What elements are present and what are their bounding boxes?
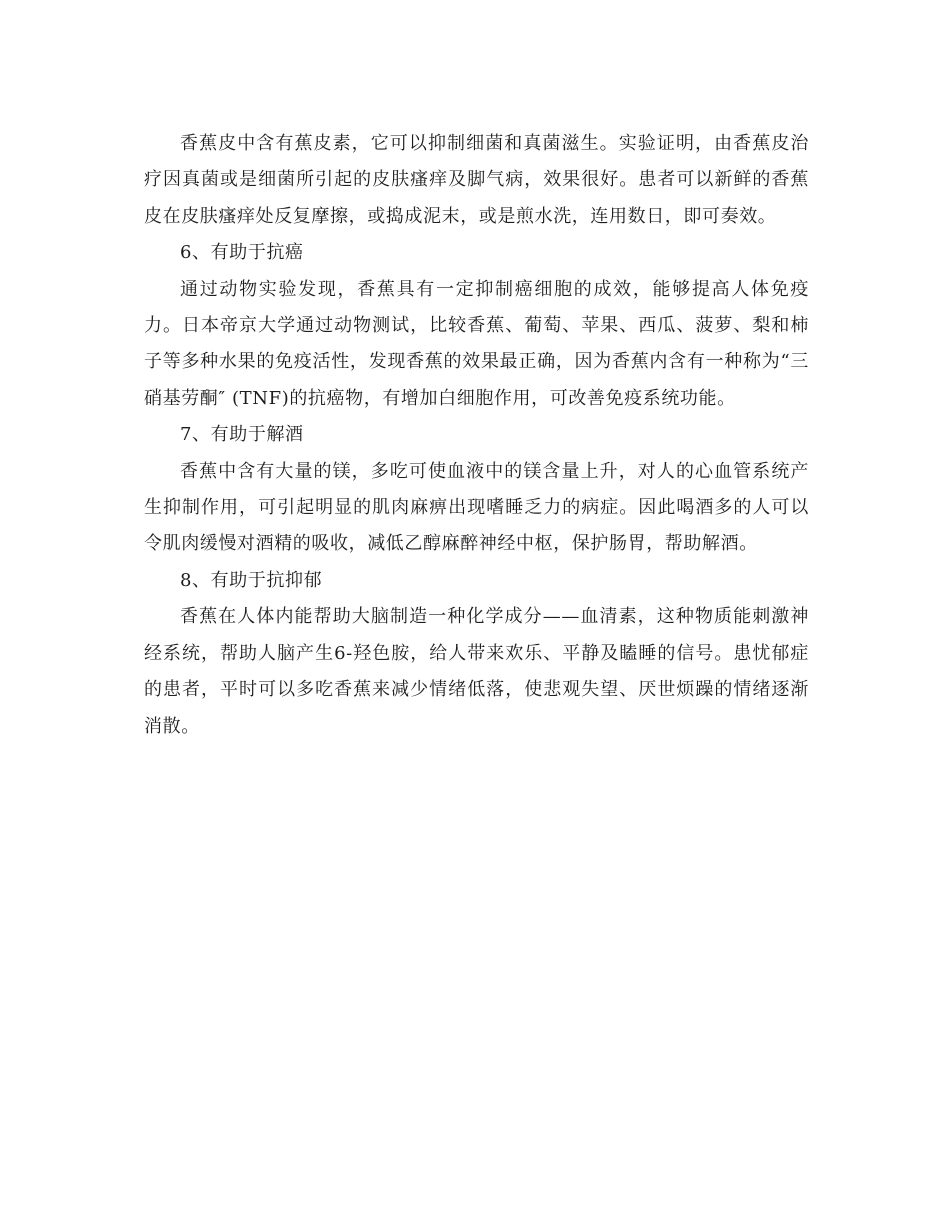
section-heading-hangover: 7、有助于解酒 <box>180 424 304 446</box>
paragraph-banana-peel: 香蕉皮中含有蕉皮素，它可以抑制细菌和真菌滋生。实验证明，由香蕉皮治疗因真菌或是细菌所引起的皮肤瘙痒及脚气病，效果很好。患者可以新鲜的香蕉皮在皮肤瘙痒处反复摩擦，或捣成泥末，或是煎水洗，连用数日，即可奏效。 <box>144 133 809 227</box>
paragraph-hangover: 香蕉中含有大量的镁，多吃可使血液中的镁含量上升，对人的心血管系统产生抑制作用，可引起明显的肌肉麻痹出现嗜睡乏力的病症。因此喝酒多的人可以令肌肉缓慢对酒精的吸收，减低乙醇麻醉神经中枢，保护肠胃，帮助解酒。 <box>144 460 809 555</box>
section-heading-antidepression: 8、有助于抗抑郁 <box>180 569 323 591</box>
paragraph-antidepression: 香蕉在人体内能帮助大脑制造一种化学成分——血清素，这种物质能刺激神经系统，帮助人脑产生6-羟色胺，给人带来欢乐、平静及瞌睡的信号。患忧郁症的患者，平时可以多吃香蕉来减少情绪低落，使悲观失望、厌世烦躁的情绪逐渐消散。 <box>144 606 809 737</box>
document-body <box>144 126 809 745</box>
paragraph-anticancer: 通过动物实验发现，香蕉具有一定抑制癌细胞的成效，能够提高人体免疫力。日本帝京大学通过动物测试，比较香蕉、葡萄、苹果、西瓜、菠萝、梨和柿子等多种水果的免疫活性，发现香蕉的效果最正确，因为香蕉内含有一种称为“三硝基劳酮″ (TNF)的抗癌物，有增加白细胞作用，可改善免疫系统功能。 <box>144 278 809 409</box>
section-heading-anticancer: 6、有助于抗癌 <box>180 242 304 264</box>
